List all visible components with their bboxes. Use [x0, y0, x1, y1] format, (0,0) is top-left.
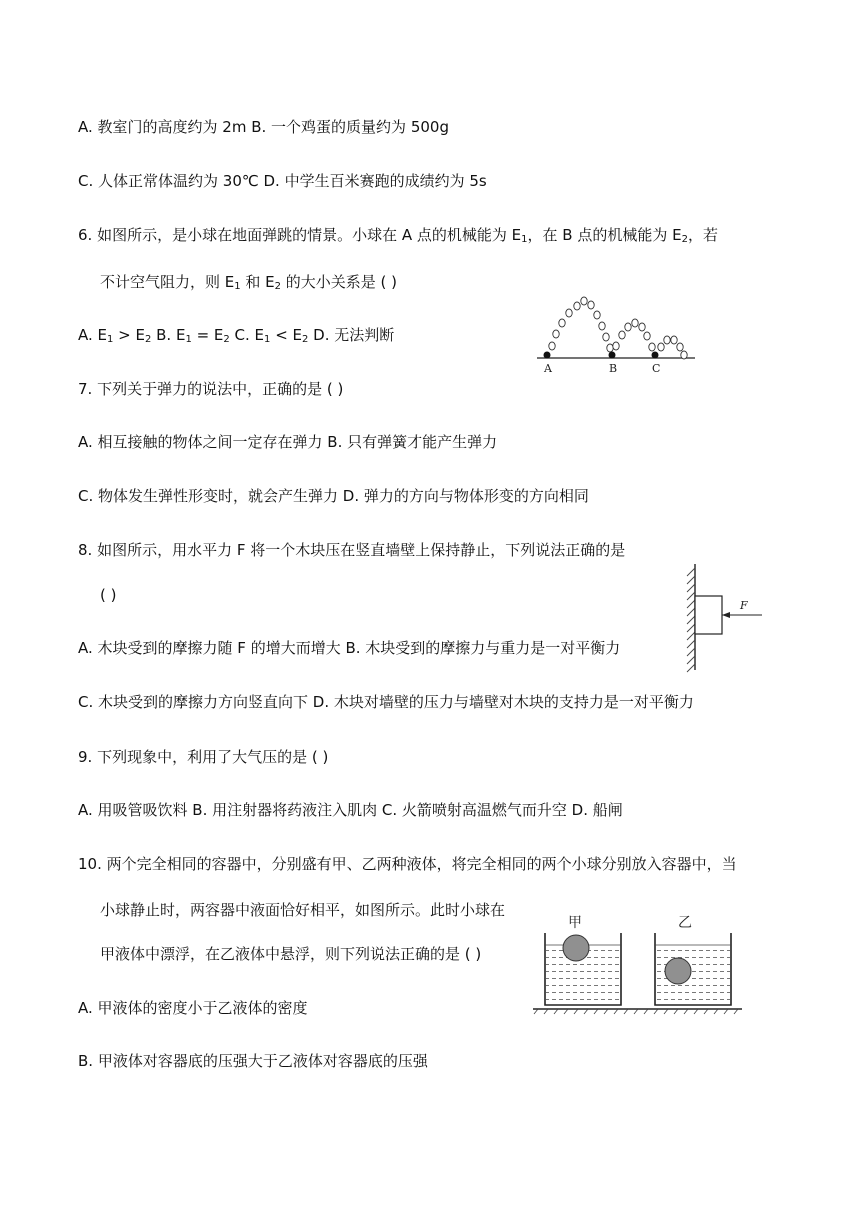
bouncing-ball-figure	[535, 292, 700, 377]
q10-option-b: B. 甲液体对容器底的压强大于乙液体对容器底的压强	[78, 1052, 428, 1070]
q10-stem-line-1: 10. 两个完全相同的容器中，分别盛有甲、乙两种液体，将完全相同的两个小球分别放入容器中，当	[78, 855, 737, 873]
q10-option-a: A. 甲液体的密度小于乙液体的密度	[78, 999, 308, 1017]
q7-options-line-2: C. 物体发生弹性形变时，就会产生弹力 D. 弹力的方向与物体形变的方向相同	[78, 487, 589, 505]
fig-label-f: F	[740, 599, 748, 612]
q5-options-line-2: C. 人体正常体温约为 30℃ D. 中学生百米赛跑的成绩约为 5s	[78, 172, 487, 190]
q8-options-line-1: A. 木块受到的摩擦力随 F 的增大而增大 B. 木块受到的摩擦力与重力是一对平衡力	[78, 639, 621, 657]
two-containers-figure	[530, 905, 750, 1015]
q6-stem-line-1: 6. 如图所示，是小球在地面弹跳的情景。小球在 A 点的机械能为 $E_1$，在 B 点的机械能为 $E_2$，若	[78, 226, 718, 245]
container-label-jia: 甲	[568, 915, 582, 931]
fig-label-b: B	[609, 362, 618, 375]
q7-stem: 7. 下列关于弹力的说法中，正确的是 ( )	[78, 380, 344, 398]
q7-options-line-1: A. 相互接触的物体之间一定存在弹力 B. 只有弹簧才能产生弹力	[78, 433, 498, 451]
q8-options-line-2: C. 木块受到的摩擦力方向竖直向下 D. 木块对墙壁的压力与墙壁对木块的支持力是一对平衡力	[78, 693, 694, 711]
q6-stem-line-2: 不计空气阻力，则 $E_1$ 和 $E_2$ 的大小关系是 ( )	[100, 273, 398, 292]
wall-block-figure	[680, 562, 770, 672]
q5-options-line-1: A. 教室门的高度约为 2m B. 一个鸡蛋的质量约为 500g	[78, 118, 449, 136]
q10-stem-line-2: 小球静止时，两容器中液面恰好相平，如图所示。此时小球在	[100, 901, 506, 919]
q8-stem: 8. 如图所示，用水平力 F 将一个木块压在竖直墙壁上保持静止，下列说法正确的是	[78, 541, 626, 559]
q9-stem: 9. 下列现象中，利用了大气压的是 ( )	[78, 748, 329, 766]
q8-paren: ( )	[100, 586, 117, 604]
fig-label-c: C	[652, 362, 661, 375]
fig-label-a: A	[544, 362, 552, 375]
container-label-yi: 乙	[678, 915, 692, 931]
q6-options: A. $E_1 > E_2$ B. $E_1 = E_2$ C. $E_1 < E_2$ D. 无法判断	[78, 326, 395, 345]
q9-options-line-1: A. 用吸管吸饮料 B. 用注射器将药液注入肌肉 C. 火箭喷射高温燃气而升空 D. 船闸	[78, 801, 623, 819]
q10-stem-line-3: 甲液体中漂浮，在乙液体中悬浮，则下列说法正确的是 ( )	[100, 945, 482, 963]
